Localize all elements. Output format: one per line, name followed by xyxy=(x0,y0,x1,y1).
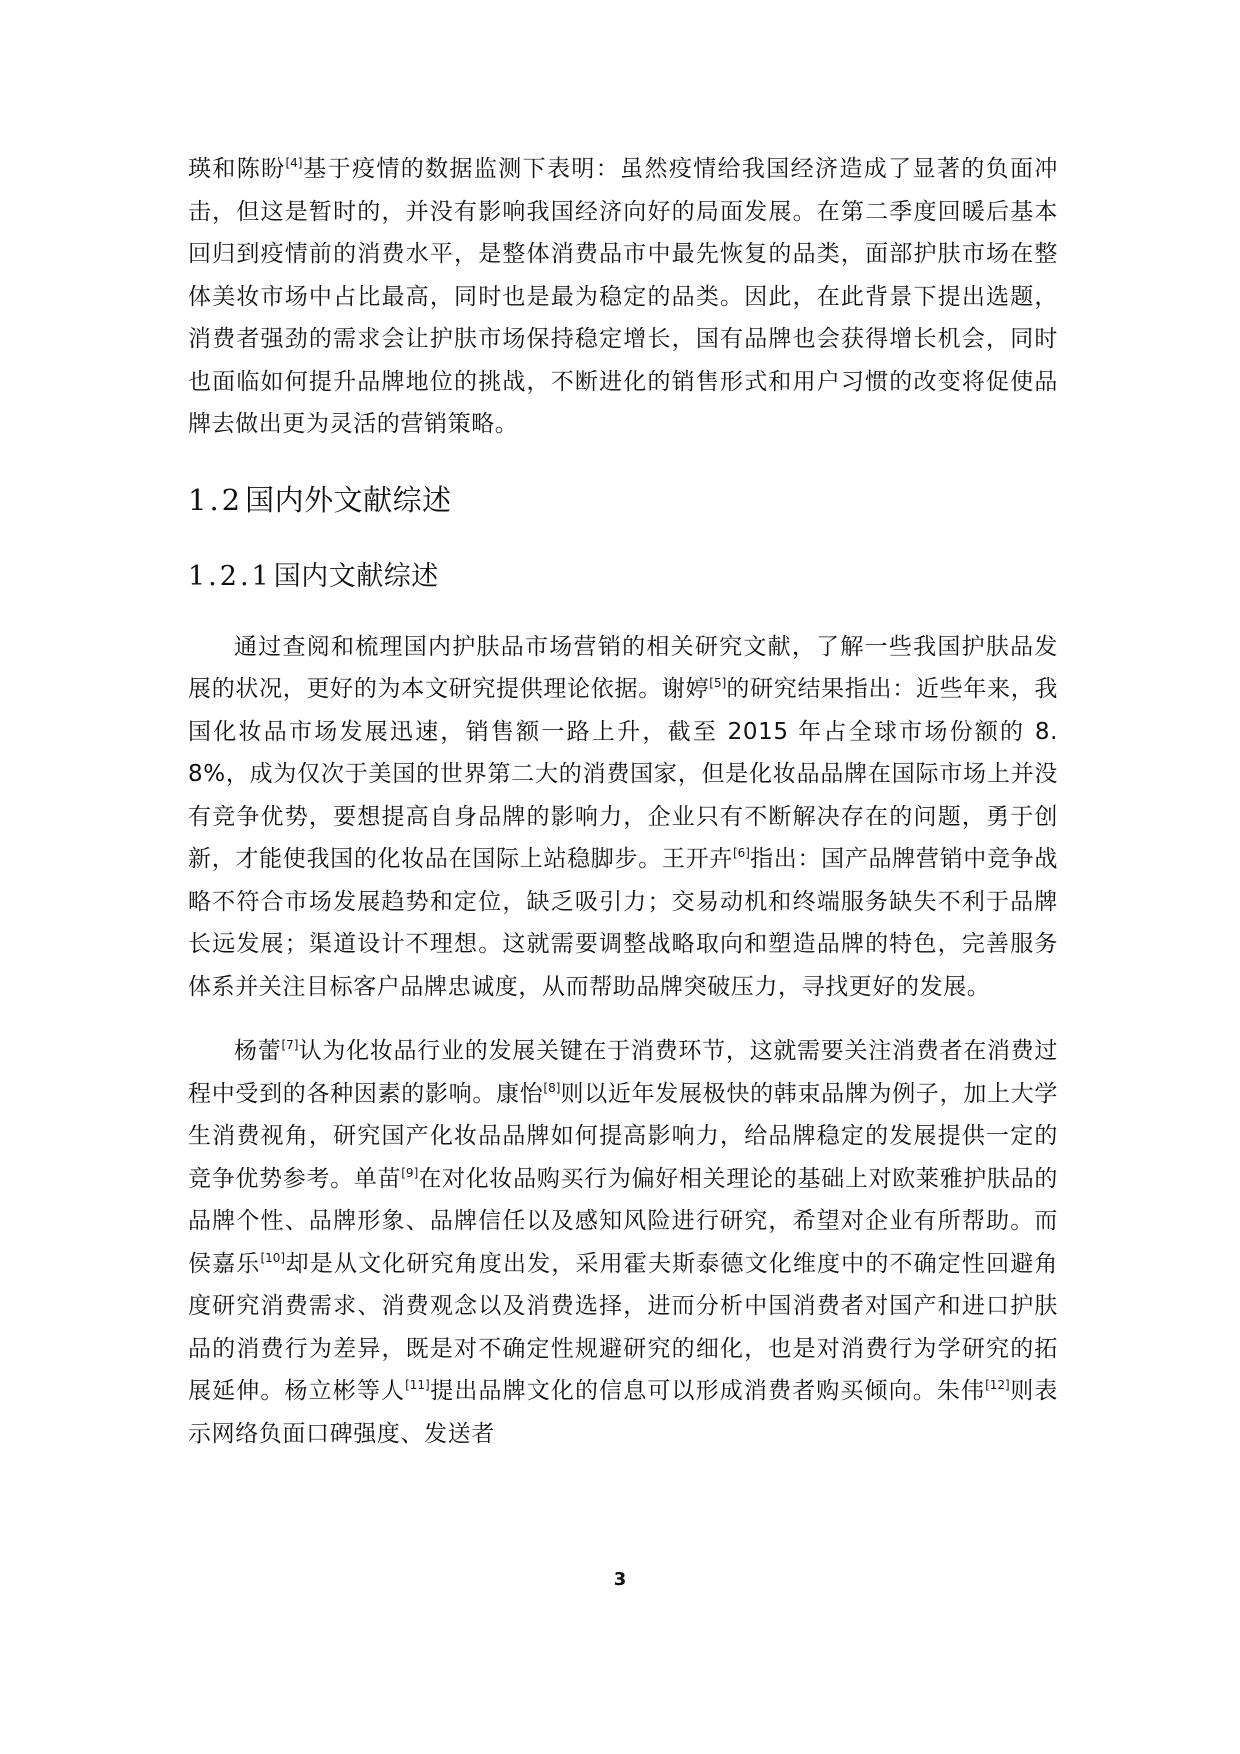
paragraph-text: 认为化妆品行业的发展关键在于消费环节，这就需要关注消费者在消费过程中受到的各种因素的影响。康怡 xyxy=(188,1038,1059,1107)
section-heading-1-2 xyxy=(188,480,1058,520)
paragraph-text: 在对化妆品购买行为偏好相关理论的基础上对欧莱雅护肤品的品牌个性、品牌形象、品牌信任以及感知风险进行研究，希望对企业有所帮助。而侯嘉乐 xyxy=(188,1165,1058,1277)
section-heading-1-2-1 xyxy=(188,558,1058,596)
citation-ref: [6] xyxy=(732,846,750,860)
citation-ref: [11] xyxy=(405,1378,430,1392)
page-number: 3 xyxy=(613,1569,627,1590)
citation-ref: [4] xyxy=(285,156,303,170)
citation-ref: [5] xyxy=(709,676,727,690)
paragraph-intro xyxy=(188,148,1058,446)
paragraph-domestic-literature-2 xyxy=(188,1030,1058,1455)
page-body xyxy=(188,148,1058,1455)
paragraph-text: 提出品牌文化的信息可以形成消费者购买倾向。朱伟 xyxy=(429,1378,986,1404)
paragraph-text: 的研究结果指出：近些年来，我国化妆品市场发展迅速，销售额一路上升，截至 2015 年占全球市场份额的 8.8%，成为仅次于美国的世界第二大的消费国家，但是化妆品品牌在国际市场上并没有竞争优势，要想提高自身品牌的影响力，企业只有不断解决存在的问题，勇于创新，才能使我国的化妆品在国际上站稳脚步。王开卉 xyxy=(188,676,1058,872)
citation-ref: [12] xyxy=(985,1378,1010,1392)
citation-ref: [8] xyxy=(543,1080,561,1095)
citation-ref: [9] xyxy=(401,1165,419,1180)
paragraph-text: 指出：国产品牌营销中竞争战略不符合市场发展趋势和定位，缺乏吸引力；交易动机和终端服务缺失不利于品牌长远发展；渠道设计不理想。这就需要调整战略取向和塑造品牌的特色，完善服务体系并关注目标客户品牌忠诚度，从而帮助品牌突破压力，寻找更好的发展。 xyxy=(188,846,1058,1000)
citation-ref: [10] xyxy=(260,1250,286,1265)
paragraph-text: 则以近年发展极快的韩束品牌为例子，加上大学生消费视角，研究国产化妆品品牌如何提高影响力，给品牌稳定的发展提供一定的竞争优势参考。单苗 xyxy=(188,1080,1058,1192)
paragraph-text: 瑛和陈盼 xyxy=(188,156,286,182)
paragraph-text: 基于疫情的数据监测下表明：虽然疫情给我国经济造成了显著的负面冲击，但这是暂时的，并没有影响我国经济向好的局面发展。在第二季度回暖后基本回归到疫情前的消费水平，是整体消费品市中最先恢复的品类，面部护肤市场在整体美妆市场中占比最高，同时也是最为稳定的品类。因此，在此背景下提出选题，消费者强劲的需求会让护肤市场保持稳定增长，国有品牌也会获得增长机会，同时也面临如何提升品牌地位的挑战，不断进化的销售形式和用户习惯的改变将促使品牌去做出更为灵活的营销策略。 xyxy=(188,156,1058,437)
paragraph-domestic-literature-1 xyxy=(188,626,1058,1009)
subsection-number: 1.2.1 xyxy=(188,560,272,592)
citation-ref: [7] xyxy=(281,1038,299,1052)
paragraph-text: 则表示网络负面口碑强度、发送者 xyxy=(188,1378,1058,1447)
paragraph-text: 杨蕾 xyxy=(234,1038,282,1064)
section-title: 国内外文献综述 xyxy=(245,482,452,517)
paragraph-text: 却是从文化研究角度出发，采用霍夫斯泰德文化维度中的不确定性回避角度研究消费需求、消费观念以及消费选择，进而分析中国消费者对国产和进口护肤品的消费行为差异，既是对不确定性规避研究的细化，也是对消费行为学研究的拓展延伸。杨立彬等人 xyxy=(188,1250,1058,1404)
section-number: 1.2 xyxy=(188,482,244,517)
paragraph-text: 通过查阅和梳理国内护肤品市场营销的相关研究文献，了解一些我国护肤品发展的状况，更好的为本文研究提供理论依据。谢婷 xyxy=(188,633,1058,702)
subsection-title: 国内文献综述 xyxy=(273,560,439,592)
